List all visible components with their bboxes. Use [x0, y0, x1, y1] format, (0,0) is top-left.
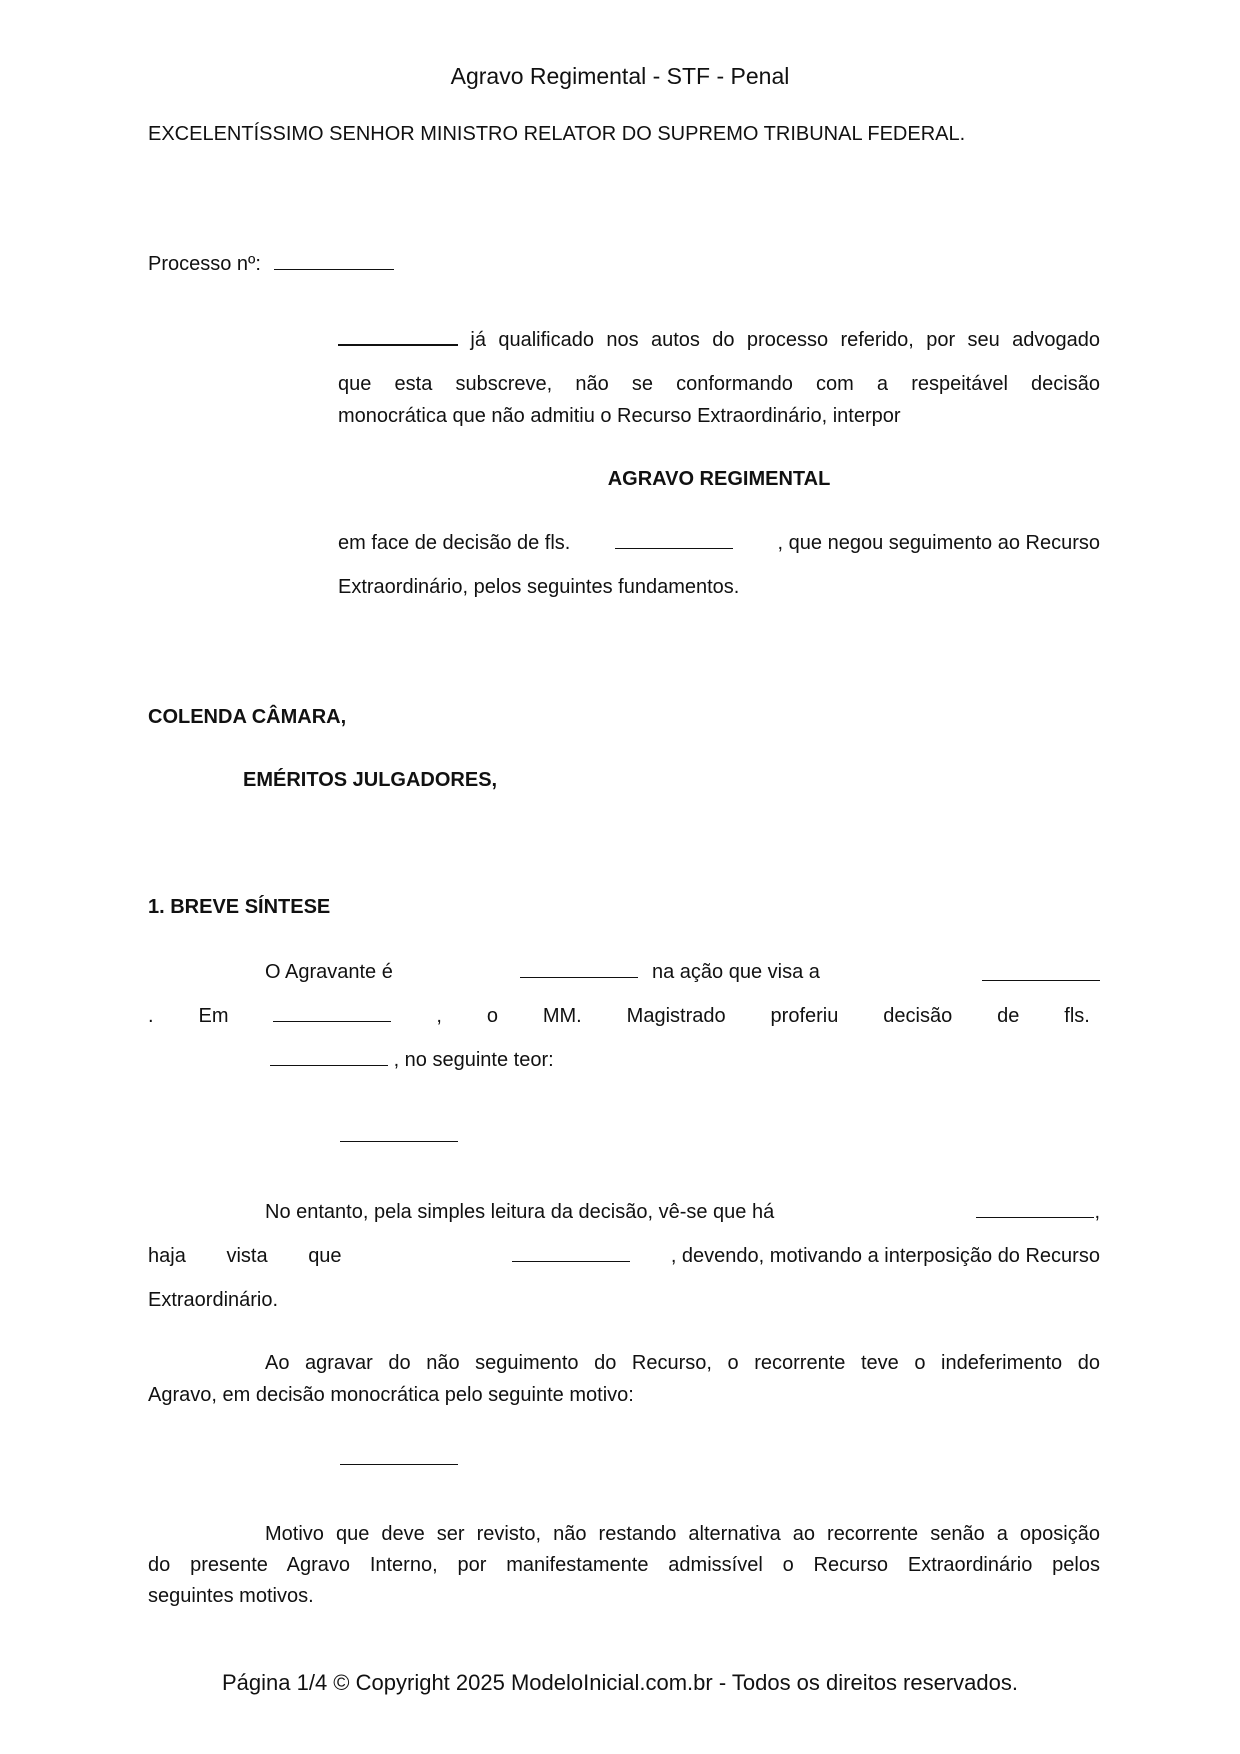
reason-blank: [512, 1261, 630, 1262]
finding-blank: [976, 1217, 1094, 1218]
page-header-title: Agravo Regimental - STF - Penal: [450, 63, 790, 89]
salutation-judges: EMÉRITOS JULGADORES,: [243, 769, 498, 791]
agravante-role-blank: [520, 977, 638, 978]
intro-line-3: monocrática que não admitiu o Recurso Extraordinário, interpor: [338, 405, 901, 427]
review-line-3: seguintes motivos.: [148, 1585, 314, 1607]
petition-title: AGRAVO REGIMENTAL: [607, 468, 831, 490]
denial-paragraph: [148, 1347, 1100, 1411]
review-paragraph: [148, 1519, 1100, 1612]
denial-motive-blank: [340, 1464, 458, 1465]
fls-blank: [615, 548, 733, 549]
face-paragraph: [338, 527, 1100, 603]
process-number-blank: [274, 269, 394, 270]
process-label: Processo nº:: [148, 253, 261, 275]
addressee: EXCELENTÍSSIMO SENHOR MINISTRO RELATOR DO SUPREMO TRIBUNAL FEDERAL.: [148, 123, 966, 145]
salutation-chamber: COLENDA CÂMARA,: [148, 706, 347, 728]
intro-line-2: que esta subscreve, não se conformando com a respeitável decisão: [338, 373, 1100, 395]
action-object-blank: [982, 980, 1100, 981]
argument-line-2: haja vista que , devendo, motivando a interposição do Recurso: [148, 1245, 1100, 1267]
face-line-1: em face de decisão de fls. , que negou seguimento ao Recurso: [338, 532, 1100, 554]
process-number: [148, 248, 394, 280]
decision-content-blank: [340, 1141, 458, 1142]
argument-line-3: Extraordinário.: [148, 1289, 279, 1311]
intro-line-1: já qualificado nos autos do processo referido, por seu advogado: [338, 324, 1100, 356]
review-line-1: Motivo que deve ser revisto, não restando alternativa ao recorrente senão a oposição: [265, 1523, 1100, 1545]
denial-line-1: Ao agravar do não seguimento do Recurso, o recorrente teve o indeferimento do: [265, 1352, 1100, 1374]
argument-line-1: No entanto, pela simples leitura da decisão, vê-se que há ,: [265, 1201, 1100, 1223]
face-line-2: Extraordinário, pelos seguintes fundamentos.: [338, 576, 740, 598]
party-name-blank: [338, 344, 458, 346]
decision-fls-blank: [270, 1065, 388, 1066]
decision-date-blank: [273, 1021, 391, 1022]
synthesis-line-1: O Agravante é na ação que visa a: [265, 956, 1100, 988]
page-footer: Página 1/4 © Copyright 2025 ModeloInicial.com.br - Todos os direitos reservados.: [222, 1670, 1018, 1695]
synthesis-line-3: , no seguinte teor:: [270, 1044, 554, 1076]
review-line-2: do presente Agravo Interno, por manifestamente admissível o Recurso Extraordinário pelos: [148, 1554, 1100, 1576]
denial-line-2: Agravo, em decisão monocrática pelo seguinte motivo:: [148, 1384, 634, 1406]
intro-paragraph: [338, 324, 1100, 432]
synthesis-line-2: . Em , o MM. Magistrado proferiu decisão de fls.: [148, 1005, 1090, 1027]
section-heading-breve-sintese: 1. BREVE SÍNTESE: [148, 896, 331, 918]
